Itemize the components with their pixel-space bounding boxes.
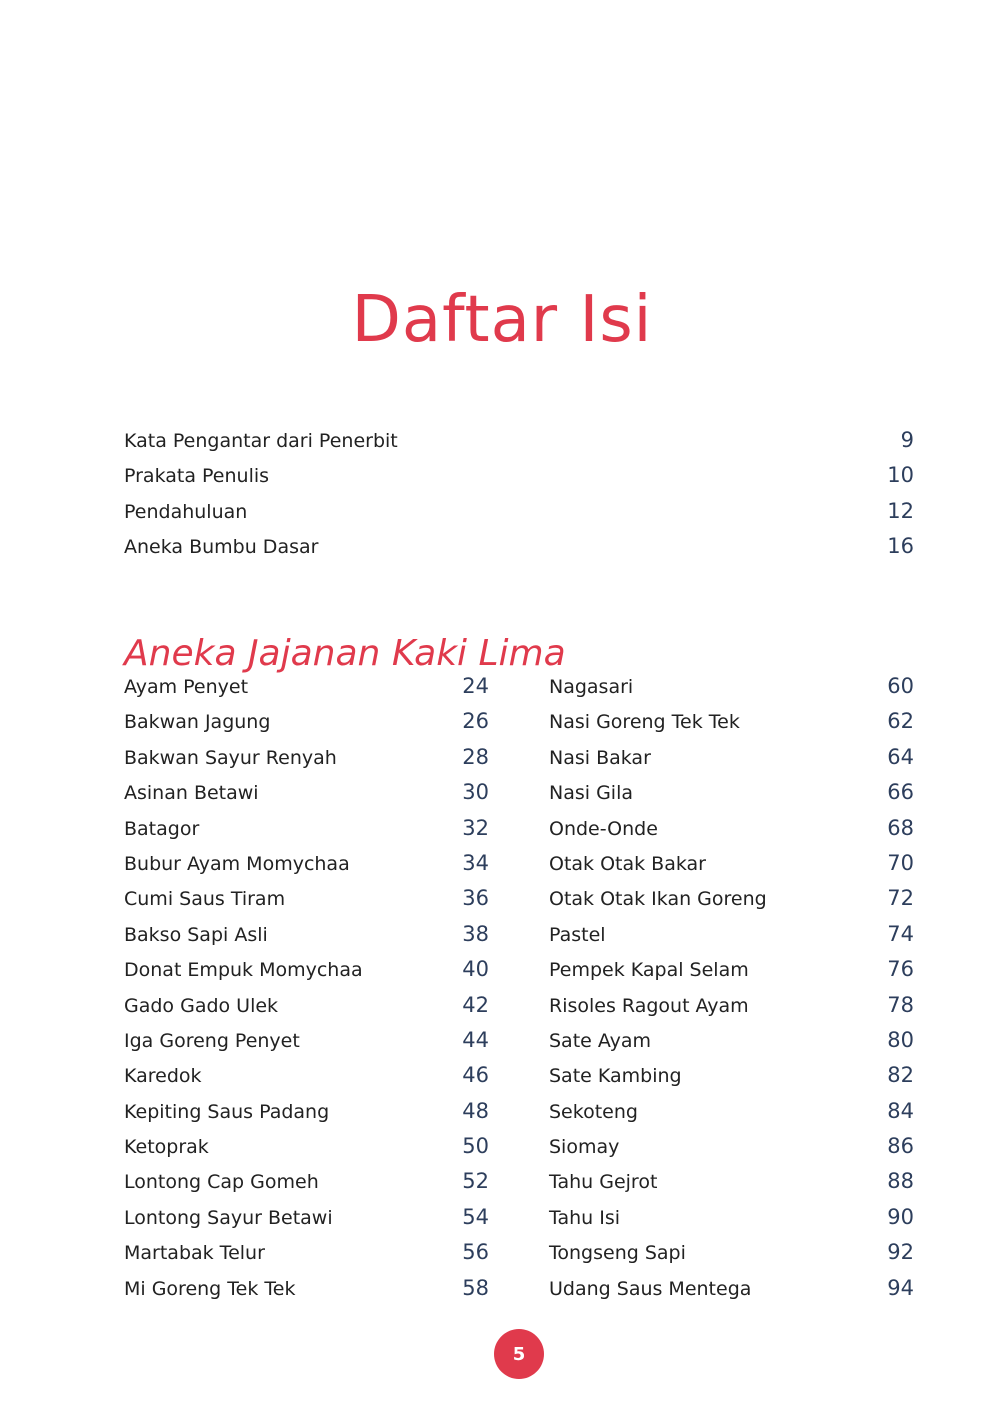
toc-entry-page: 26 bbox=[462, 709, 489, 734]
toc-entry-title: Martabak Telur bbox=[124, 1242, 265, 1265]
toc-entry-page: 48 bbox=[462, 1098, 489, 1123]
toc-entry-title: Nasi Goreng Tek Tek bbox=[549, 711, 740, 734]
toc-entry-title: Pastel bbox=[549, 923, 606, 946]
toc-entry-page: 66 bbox=[887, 780, 914, 805]
toc-entry-page: 38 bbox=[462, 921, 489, 946]
toc-entry-title: Onde-Onde bbox=[549, 817, 658, 840]
toc-entry[interactable] bbox=[124, 704, 489, 739]
toc-entry-title: Otak Otak Ikan Goreng bbox=[549, 888, 767, 911]
toc-entry-title: Udang Saus Mentega bbox=[549, 1277, 752, 1300]
toc-left-column bbox=[124, 669, 489, 1306]
toc-entry[interactable] bbox=[549, 811, 914, 846]
toc-entry[interactable] bbox=[549, 1271, 914, 1306]
toc-entry-title: Nagasari bbox=[549, 676, 634, 698]
toc-entry[interactable] bbox=[549, 1235, 914, 1270]
toc-entry[interactable] bbox=[124, 458, 914, 493]
toc-entry[interactable] bbox=[124, 952, 489, 987]
toc-entry[interactable] bbox=[124, 529, 914, 564]
toc-entry-page: 76 bbox=[887, 957, 914, 982]
toc-entry[interactable] bbox=[124, 1235, 489, 1270]
toc-entry-page: 78 bbox=[887, 992, 914, 1017]
toc-entry[interactable] bbox=[124, 988, 489, 1023]
toc-entry-title: Bakso Sapi Asli bbox=[124, 923, 268, 946]
toc-entry-title: Ketoprak bbox=[124, 1136, 209, 1159]
toc-entry-page: 64 bbox=[887, 744, 914, 769]
toc-entry-page: 74 bbox=[887, 921, 914, 946]
toc-entry-page: 72 bbox=[887, 886, 914, 911]
toc-entry-title: Tahu Gejrot bbox=[549, 1171, 658, 1194]
toc-right-column bbox=[549, 669, 914, 1306]
toc-entry-page: 30 bbox=[462, 780, 489, 805]
toc-entry-page: 80 bbox=[887, 1027, 914, 1052]
toc-entry-title: Nasi Bakar bbox=[549, 746, 651, 769]
toc-entry-title: Nasi Gila bbox=[549, 782, 633, 805]
toc-entry-page: 62 bbox=[887, 709, 914, 734]
toc-entry-page: 16 bbox=[887, 534, 914, 559]
intro-entries-list bbox=[124, 423, 914, 565]
toc-entry[interactable] bbox=[549, 775, 914, 810]
toc-entry-title: Kepiting Saus Padang bbox=[124, 1100, 330, 1123]
toc-entry-title: Gado Gado Ulek bbox=[124, 994, 279, 1017]
toc-entry[interactable] bbox=[124, 1094, 489, 1129]
toc-entry-page: 70 bbox=[887, 850, 914, 875]
toc-entry[interactable] bbox=[549, 1164, 914, 1199]
toc-entry-page: 60 bbox=[887, 674, 914, 698]
toc-entry-title: Lontong Cap Gomeh bbox=[124, 1171, 319, 1194]
toc-entry[interactable] bbox=[549, 704, 914, 739]
toc-entry-page: 44 bbox=[462, 1027, 489, 1052]
section-title: Aneka Jajanan Kaki Lima bbox=[124, 632, 566, 674]
toc-entry-title: Mi Goreng Tek Tek bbox=[124, 1277, 296, 1300]
toc-entry[interactable] bbox=[549, 846, 914, 881]
toc-entry[interactable] bbox=[124, 1129, 489, 1164]
toc-entry[interactable] bbox=[124, 917, 489, 952]
toc-entry-page: 58 bbox=[462, 1275, 489, 1300]
toc-entry[interactable] bbox=[124, 1164, 489, 1199]
toc-entry-title: Pempek Kapal Selam bbox=[549, 959, 749, 982]
toc-entry[interactable] bbox=[124, 846, 489, 881]
toc-entry[interactable] bbox=[124, 775, 489, 810]
toc-entry-page: 94 bbox=[887, 1275, 914, 1300]
toc-entry[interactable] bbox=[549, 988, 914, 1023]
toc-entry[interactable] bbox=[124, 494, 914, 529]
toc-entry-title: Otak Otak Bakar bbox=[549, 852, 706, 875]
toc-entry[interactable] bbox=[549, 881, 914, 916]
toc-entry-page: 84 bbox=[887, 1098, 914, 1123]
toc-entry[interactable] bbox=[124, 881, 489, 916]
toc-entry-page: 34 bbox=[462, 850, 489, 875]
toc-entry-title: Aneka Bumbu Dasar bbox=[124, 536, 319, 559]
toc-entry-page: 46 bbox=[462, 1063, 489, 1088]
toc-entry-page: 12 bbox=[887, 498, 914, 523]
toc-entry-title: Karedok bbox=[124, 1065, 202, 1088]
toc-entry-title: Bakwan Jagung bbox=[124, 711, 271, 734]
page-title: Daftar Isi bbox=[351, 282, 653, 357]
toc-entry-page: 88 bbox=[887, 1169, 914, 1194]
toc-entry-page: 32 bbox=[462, 815, 489, 840]
toc-entry-title: Siomay bbox=[549, 1136, 620, 1159]
toc-entry-title: Sate Ayam bbox=[549, 1029, 651, 1052]
toc-entry-title: Iga Goreng Penyet bbox=[124, 1029, 300, 1052]
toc-entry-title: Asinan Betawi bbox=[124, 782, 259, 805]
toc-entry-title: Bubur Ayam Momychaa bbox=[124, 852, 350, 875]
toc-entry-title: Bakwan Sayur Renyah bbox=[124, 746, 337, 769]
toc-entry-title: Batagor bbox=[124, 817, 200, 840]
toc-entry-page: 52 bbox=[462, 1169, 489, 1194]
toc-entry-title: Prakata Penulis bbox=[124, 465, 270, 488]
toc-entry[interactable] bbox=[549, 1023, 914, 1058]
toc-entry[interactable] bbox=[124, 1271, 489, 1306]
toc-entry-page: 10 bbox=[887, 463, 914, 488]
toc-entry-title: Ayam Penyet bbox=[124, 676, 249, 698]
toc-entry[interactable] bbox=[549, 669, 914, 704]
toc-entry[interactable] bbox=[124, 740, 489, 775]
toc-entry-title: Kata Pengantar dari Penerbit bbox=[124, 430, 398, 452]
toc-entry[interactable] bbox=[124, 669, 489, 704]
toc-entry[interactable] bbox=[124, 423, 914, 458]
toc-entry-page: 68 bbox=[887, 815, 914, 840]
page-number-badge: 5 bbox=[494, 1329, 544, 1379]
toc-entry-title: Pendahuluan bbox=[124, 500, 248, 523]
toc-entry-title: Donat Empuk Momychaa bbox=[124, 959, 363, 982]
toc-entry-title: Sekoteng bbox=[549, 1100, 638, 1123]
toc-entry[interactable] bbox=[124, 811, 489, 846]
toc-entry-title: Tahu Isi bbox=[549, 1206, 621, 1229]
toc-entry-page: 9 bbox=[900, 428, 914, 452]
toc-entry-title: Tongseng Sapi bbox=[549, 1242, 686, 1265]
toc-entry-title: Cumi Saus Tiram bbox=[124, 888, 286, 911]
toc-entry-page: 86 bbox=[887, 1134, 914, 1159]
toc-entry[interactable] bbox=[549, 1058, 914, 1093]
toc-entry-page: 28 bbox=[462, 744, 489, 769]
toc-entry-page: 56 bbox=[462, 1240, 489, 1265]
toc-entry-title: Lontong Sayur Betawi bbox=[124, 1206, 333, 1229]
toc-entry-page: 50 bbox=[462, 1134, 489, 1159]
toc-entry[interactable] bbox=[124, 1058, 489, 1093]
toc-entry[interactable] bbox=[124, 1200, 489, 1235]
toc-entry[interactable] bbox=[549, 917, 914, 952]
toc-entry-title: Sate Kambing bbox=[549, 1065, 682, 1088]
toc-entry[interactable] bbox=[549, 1094, 914, 1129]
toc-entry-page: 42 bbox=[462, 992, 489, 1017]
toc-entry-page: 24 bbox=[462, 674, 489, 698]
toc-entry-page: 36 bbox=[462, 886, 489, 911]
toc-entry-title: Risoles Ragout Ayam bbox=[549, 994, 749, 1017]
toc-entry[interactable] bbox=[549, 1200, 914, 1235]
toc-entry[interactable] bbox=[124, 1023, 489, 1058]
toc-entry-page: 90 bbox=[887, 1204, 914, 1229]
toc-entry[interactable] bbox=[549, 1129, 914, 1164]
toc-entry-page: 40 bbox=[462, 957, 489, 982]
toc-entry[interactable] bbox=[549, 952, 914, 987]
toc-entry[interactable] bbox=[549, 740, 914, 775]
toc-entry-page: 82 bbox=[887, 1063, 914, 1088]
toc-entry-page: 92 bbox=[887, 1240, 914, 1265]
toc-entry-page: 54 bbox=[462, 1204, 489, 1229]
